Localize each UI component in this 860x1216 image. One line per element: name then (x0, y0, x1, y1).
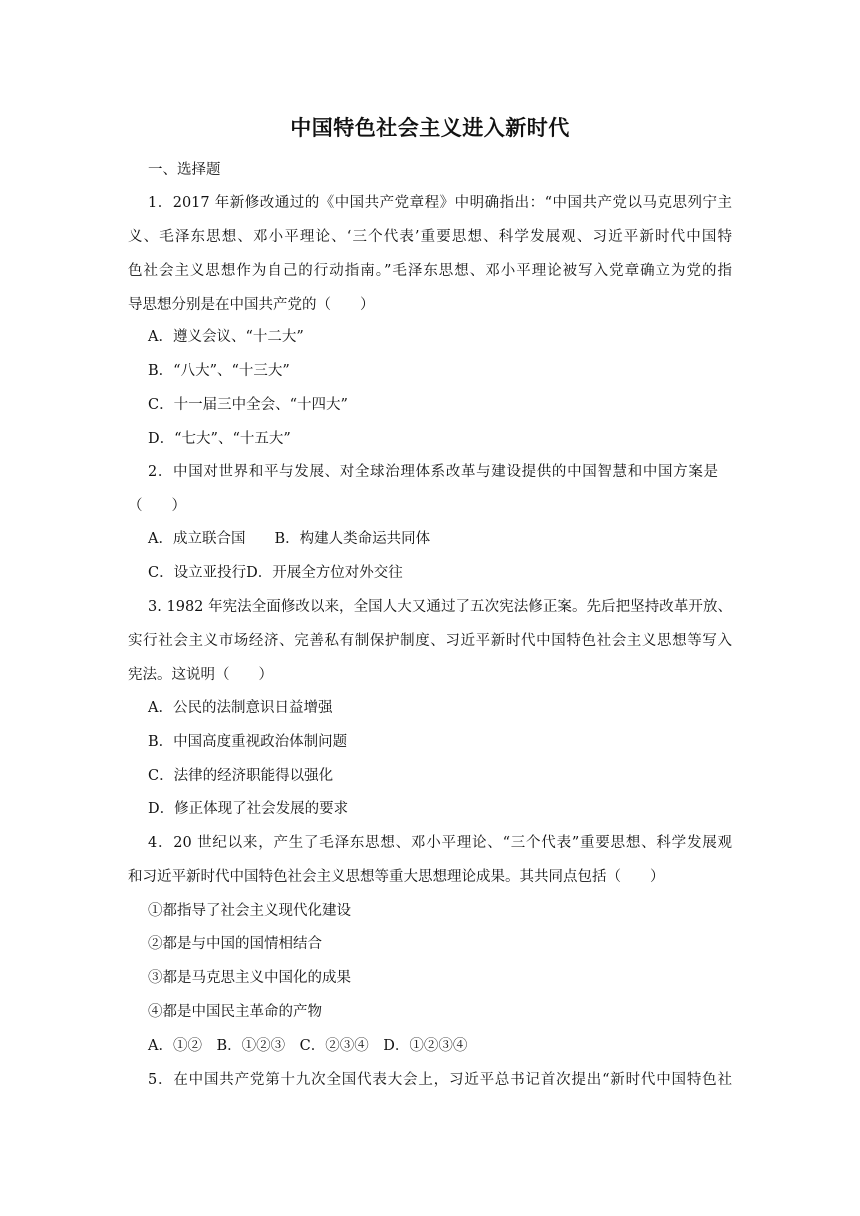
question-3-option-d: D．修正体现了社会发展的要求 (148, 801, 349, 817)
question-3-line-1: 3. 1982 年宪法全面修改以来，全国人大又通过了五次宪法修正案。先后把坚持改革开放、 (148, 599, 732, 615)
question-2-options-row-1: A．成立联合国 B．构建人类命运共同体 (148, 531, 431, 547)
question-1-option-d: D．“七大”、“十五大” (148, 431, 291, 447)
question-5-line-1: 5．在中国共产党第十九次全国代表大会上，习近平总书记首次提出“新时代中国特色社 (148, 1072, 732, 1088)
question-4-item-2: ②都是与中国的国情相结合 (148, 936, 322, 952)
question-4-item-4: ④都是中国民主革命的产物 (148, 1004, 322, 1020)
question-4-item-3: ③都是马克思主义中国化的成果 (148, 970, 351, 986)
question-2-line-1: 2．中国对世界和平与发展、对全球治理体系改革与建设提供的中国智慧和中国方案是 (148, 464, 718, 480)
question-3-option-c: C．法律的经济职能得以强化 (148, 768, 334, 784)
question-2-line-2: （ ） (128, 498, 186, 514)
question-2-options-row-2: C．设立亚投行D．开展全方位对外交往 (148, 565, 403, 581)
question-3-option-a: A．公民的法制意识日益增强 (148, 700, 333, 716)
question-1-option-b: B．“八大”、“十三大” (148, 363, 290, 379)
question-1-line-1: 1．2017 年新修改通过的《中国共产党章程》中明确指出：“中国共产党以马克思列宁主 (148, 195, 732, 211)
question-1-option-c: C．十一届三中全会、“十四大” (148, 397, 348, 413)
question-4-options: A．①② B．①②③ C．②③④ D．①②③④ (148, 1038, 468, 1054)
question-1-line-4: 导思想分别是在中国共产党的（ ） (128, 297, 375, 313)
question-1-line-2: 义、毛泽东思想、邓小平理论、‘三个代表’重要思想、科学发展观、习近平新时代中国特 (128, 229, 732, 245)
question-4-line-2: 和习近平新时代中国特色社会主义思想等重大思想理论成果。其共同点包括（ ） (128, 869, 665, 885)
section-heading: 一、选择题 (148, 162, 221, 178)
question-4-item-1: ①都指导了社会主义现代化建设 (148, 903, 351, 919)
question-3-line-3: 宪法。这说明（ ） (128, 667, 273, 683)
question-1-option-a: A．遵义会议、“十二大” (148, 329, 304, 345)
question-3-line-2: 实行社会主义市场经济、完善私有制保护制度、习近平新时代中国特色社会主义思想等写入 (128, 633, 732, 649)
question-1-line-3: 色社会主义思想作为自己的行动指南。”毛泽东思想、邓小平理论被写入党章确立为党的指 (128, 263, 732, 279)
page-title: 中国特色社会主义进入新时代 (290, 116, 570, 140)
question-3-option-b: B．中国高度重视政治体制问题 (148, 734, 348, 750)
question-4-line-1: 4．20 世纪以来，产生了毛泽东思想、邓小平理论、“三个代表”重要思想、科学发展观 (148, 835, 732, 851)
